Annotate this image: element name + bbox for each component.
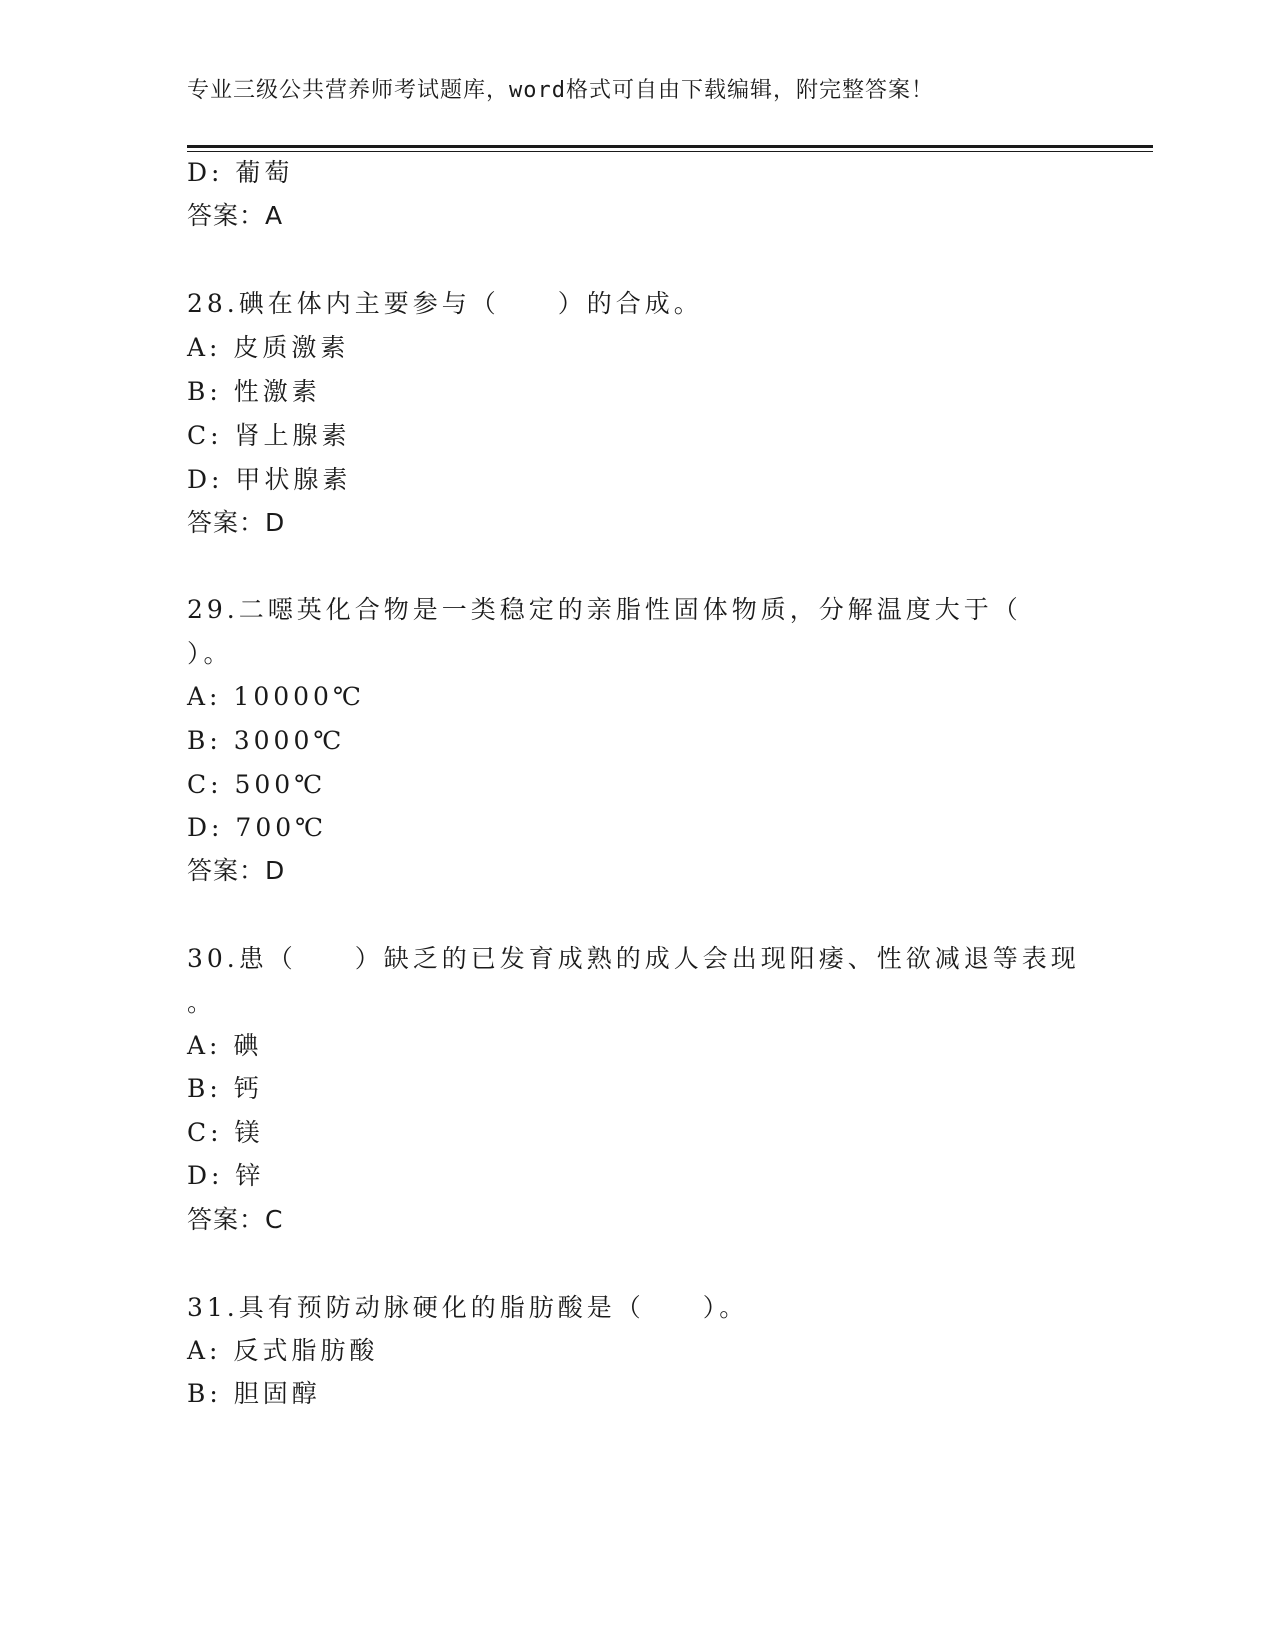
answer: 答案：D — [187, 508, 286, 537]
question-stem: 30.患（ ）缺乏的已发育成熟的成人会出现阳痿、性欲减退等表现 — [187, 944, 1080, 973]
option-c: C: 500℃ — [187, 770, 327, 799]
question-stem: 31.具有预防动脉硬化的脂肪酸是（ ）。 — [187, 1293, 749, 1322]
option-a: A: 反式脂肪酸 — [187, 1336, 379, 1365]
option-b: B: 钙 — [187, 1074, 263, 1103]
option-a: A: 碘 — [187, 1031, 263, 1060]
option-d: D: 锌 — [187, 1161, 265, 1190]
option-d: D: 甲状腺素 — [187, 465, 352, 494]
option-b: B: 性激素 — [187, 377, 321, 406]
option-c: C: 肾上腺素 — [187, 421, 351, 450]
option-d: D: 700℃ — [187, 813, 328, 842]
option-a: A: 皮质激素 — [187, 333, 350, 362]
question-stem: 28.碘在体内主要参与（ ）的合成。 — [187, 289, 703, 318]
header-rule-thin — [187, 151, 1153, 152]
page-header: 专业三级公共营养师考试题库，word格式可自由下载编辑，附完整答案！ — [187, 78, 934, 103]
option-a: A: 10000℃ — [187, 682, 365, 711]
option-b: B: 3000℃ — [187, 726, 346, 755]
option-c: C: 镁 — [187, 1118, 264, 1147]
answer: 答案：A — [187, 201, 284, 230]
answer: 答案：D — [187, 856, 286, 885]
question-stem: 29.二噁英化合物是一类稳定的亲脂性固体物质，分解温度大于（ — [187, 595, 1022, 624]
question-stem-continued: ）。 — [187, 639, 233, 668]
header-rule-thick — [187, 145, 1153, 148]
question-stem-continued: 。 — [187, 988, 217, 1017]
option-d: D: 葡萄 — [187, 158, 294, 187]
option-b: B: 胆固醇 — [187, 1379, 321, 1408]
answer: 答案：C — [187, 1205, 284, 1234]
